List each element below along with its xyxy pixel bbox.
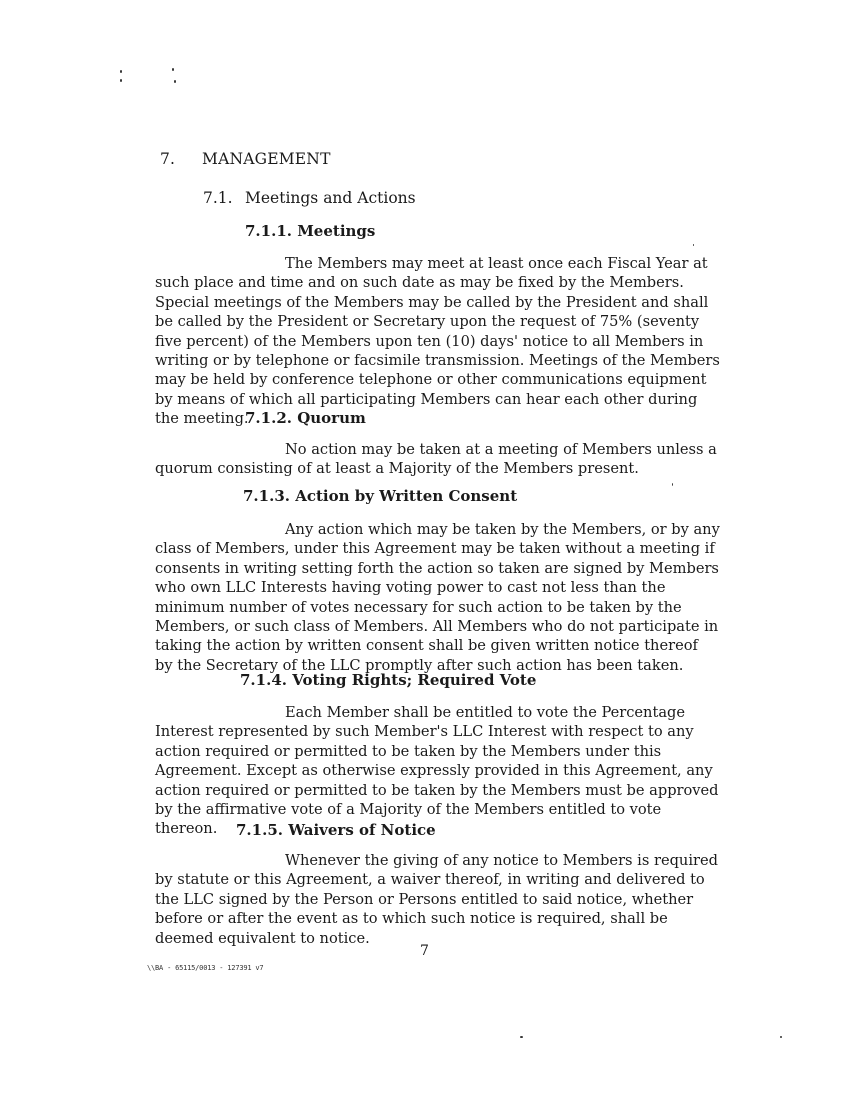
scan-speck xyxy=(693,244,694,246)
scan-speck xyxy=(120,79,122,82)
clause-heading-meetings: 7.1.1. Meetings xyxy=(245,222,376,240)
subsection-number: 7.1. xyxy=(203,189,233,207)
clause-body-quorum: No action may be taken at a meeting of Members unless a quorum consisting of at least a Majority of the Members present. xyxy=(155,441,717,478)
clause-body-voting-rights: Each Member shall be entitled to vote the Percentage Interest represented by such Member's LLC Interest with respect to any action required or permitted to be taken by the Members under this Agreement. Except as otherwise expressly provided in this Agreement, any action required or permitted to be taken by the Members must be approved by the affirmative vote of a Majority of the Members entitled to vote thereon. xyxy=(155,704,719,838)
clause-heading-waivers: 7.1.5. Waivers of Notice xyxy=(236,821,436,839)
clause-body-waivers: Whenever the giving of any notice to Members is required by statute or this Agreement, a waiver thereof, in writing and delivered to the LLC signed by the Person or Persons entitled to said notice, whether before or after the event as to which such notice is required, shall be deemed equivalent to notice. xyxy=(155,852,718,947)
scan-speck xyxy=(174,80,176,83)
subsection-title: Meetings and Actions xyxy=(245,189,416,207)
scan-speck xyxy=(780,1036,782,1038)
clause-body-meetings: The Members may meet at least once each Fiscal Year at such place and time and on such date as may be fixed by the Members. Special meetings of the Members may be called by the President and shall be called by the President or Secretary upon the request of 75% (seventy five percent) of the Members upon ten (10) days' notice to all Members in writing or by telephone or facsimile transmission. Meetings of the Members may be held by conference telephone or other communications equipment by means of which all participating Members can hear each other during the meeting. xyxy=(155,255,720,428)
scan-speck xyxy=(672,483,673,486)
clause-body-written-consent: Any action which may be taken by the Members, or by any class of Members, under this Agreement may be taken without a meeting if consents in writing setting forth the action so taken are signed by Members who own LLC Interests having voting power to cast not less than the minimum number of votes necessary for such action to be taken by the Members, or such class of Members. All Members who do not participate in taking the action by written consent shall be given written notice thereof by the Secretary of the LLC promptly after such action has been taken. xyxy=(155,521,720,674)
scan-speck xyxy=(120,70,122,73)
document-id: \\BA - 65115/0013 - 127391 v7 xyxy=(147,964,264,972)
page-number: 7 xyxy=(420,943,429,959)
section-number: 7. xyxy=(160,150,176,168)
scan-speck xyxy=(172,68,174,71)
clause-heading-quorum: 7.1.2. Quorum xyxy=(245,409,366,427)
clause-heading-written-consent: 7.1.3. Action by Written Consent xyxy=(243,487,518,505)
subsection-heading xyxy=(203,189,416,207)
section-title: MANAGEMENT xyxy=(202,150,331,168)
clause-heading-voting-rights: 7.1.4. Voting Rights; Required Vote xyxy=(240,671,537,689)
section-heading xyxy=(160,150,331,168)
scan-speck xyxy=(520,1036,523,1038)
